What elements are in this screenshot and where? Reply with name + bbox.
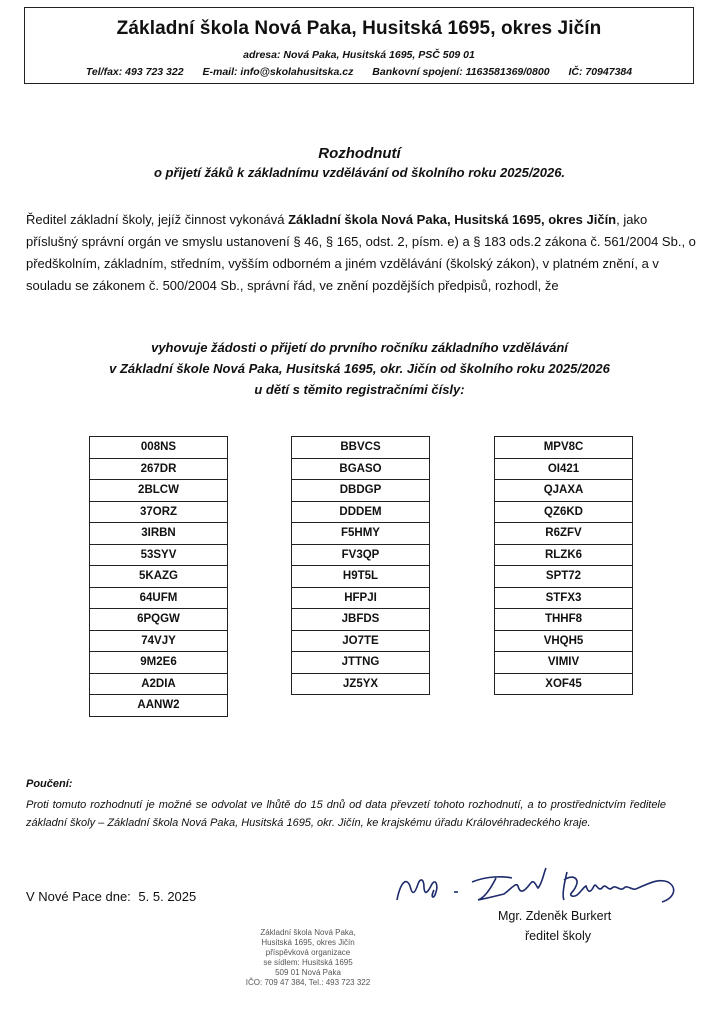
table-row — [90, 523, 228, 545]
table-row — [292, 587, 430, 609]
registration-code: OI421 — [495, 458, 633, 480]
email: E-mail: info@skolahusitska.cz — [202, 66, 354, 78]
registration-code: FV3QP — [292, 544, 430, 566]
table-row — [495, 480, 633, 502]
registration-code: 2BLCW — [90, 480, 228, 502]
table-row — [292, 437, 430, 459]
registration-code: STFX3 — [495, 587, 633, 609]
document-subtitle: o přijetí žáků k základnímu vzdělávání od školního roku 2025/2026. — [153, 165, 566, 180]
table-row — [495, 501, 633, 523]
registration-code: SPT72 — [495, 566, 633, 588]
registration-code: MPV8C — [495, 437, 633, 459]
stamp-line-6: IČO: 709 47 384, Tel.: 493 723 322 — [245, 978, 371, 987]
registration-code: 9M2E6 — [90, 652, 228, 674]
date-line — [26, 889, 196, 904]
table-row — [292, 566, 430, 588]
signer-name: Mgr. Zdeněk Burkert — [498, 909, 612, 923]
intro-part2: , jako příslušný správní orgán ve smyslu ustanovení § 46, § 165, odst. 2, písm. e) a § 183 ods.2 zákona č. 561/2004 Sb., o předškolním, základním, středním, vyšším odborném a jiném vzdělávání (školský zákon), v platném znění, a v souladu se zákonem č. 500/2004 Sb., správní řád, ve znění pozdějších předpisů, rozhodl, že — [26, 212, 696, 293]
registration-code: DDDEM — [292, 501, 430, 523]
registration-code: QJAXA — [495, 480, 633, 502]
registration-code: F5HMY — [292, 523, 430, 545]
date-value: 5. 5. 2025 — [138, 889, 197, 904]
school-stamp — [238, 928, 378, 988]
decision-line-2: v Základní škole Nová Paka, Husitská 1695, okr. Jičín od školního roku 2025/2026 — [109, 361, 610, 376]
letterhead — [24, 7, 694, 84]
table-row — [292, 501, 430, 523]
school-address: adresa: Nová Paka, Husitská 1695, PSČ 509 01 — [243, 49, 475, 61]
table-row — [292, 673, 430, 695]
notice-heading: Poučení: — [26, 778, 73, 790]
table-row — [90, 501, 228, 523]
table-row — [90, 652, 228, 674]
table-row — [495, 544, 633, 566]
table-row — [495, 566, 633, 588]
registration-code: JBFDS — [292, 609, 430, 631]
table-row — [90, 630, 228, 652]
table-row — [292, 480, 430, 502]
decision-statement — [0, 337, 719, 400]
company-id: IČ: 70947384 — [568, 66, 633, 78]
intro-bold: Základní škola Nová Paka, Husitská 1695, okres Jičín — [288, 212, 617, 227]
registration-code: 3IRBN — [90, 523, 228, 545]
registration-code: JZ5YX — [292, 673, 430, 695]
registration-code: 74VJY — [90, 630, 228, 652]
registration-code: A2DIA — [90, 673, 228, 695]
table-row — [90, 458, 228, 480]
school-name: Základní škola Nová Paka, Husitská 1695, okres Jičín — [116, 18, 602, 39]
registration-code: 6PQGW — [90, 609, 228, 631]
bank-account: Bankovní spojení: 1163581369/0800 — [372, 66, 550, 78]
table-row — [90, 544, 228, 566]
stamp-line-5: 509 01 Nová Paka — [275, 968, 341, 977]
registration-code: THHF8 — [495, 609, 633, 631]
table-row — [495, 609, 633, 631]
table-row — [292, 523, 430, 545]
registration-code: BBVCS — [292, 437, 430, 459]
table-row — [292, 609, 430, 631]
registration-code: 64UFM — [90, 587, 228, 609]
decision-line-3: u dětí s těmito registračními čísly: — [254, 382, 465, 397]
registration-code: 37ORZ — [90, 501, 228, 523]
table-row — [495, 437, 633, 459]
registration-code: RLZK6 — [495, 544, 633, 566]
codes-table-2 — [291, 436, 430, 695]
table-row — [90, 566, 228, 588]
registration-code: 008NS — [90, 437, 228, 459]
registration-code: 267DR — [90, 458, 228, 480]
table-row — [90, 695, 228, 717]
registration-code: QZ6KD — [495, 501, 633, 523]
notice-text: Proti tomuto rozhodnutí je možné se odvolat ve lhůtě do 15 dnů od data převzetí tohoto rozhodnutí, a to prostřednictvím ředitele základní školy – Základní škola Nová Paka, Husitská 1695, okr. Jičín, ke krajskému úřadu Královéhradeckého kraje. — [26, 799, 666, 829]
handwritten-signature — [392, 862, 692, 912]
registration-code: VHQH5 — [495, 630, 633, 652]
stamp-line-3: příspěvková organizace — [265, 948, 351, 957]
registration-code: AANW2 — [90, 695, 228, 717]
document-title: Rozhodnutí — [318, 145, 401, 162]
table-row — [495, 630, 633, 652]
phone: Tel/fax: 493 723 322 — [85, 66, 184, 78]
stamp-line-2: Husitská 1695, okres Jičín — [261, 938, 355, 947]
stamp-line-4: se sídlem: Husitská 1695 — [263, 958, 353, 967]
table-row — [292, 652, 430, 674]
signer-role: ředitel školy — [525, 929, 591, 943]
registration-code: BGASO — [292, 458, 430, 480]
contact-line — [25, 66, 693, 78]
table-row — [90, 673, 228, 695]
registration-code: DBDGP — [292, 480, 430, 502]
registration-code: HFPJI — [292, 587, 430, 609]
table-row — [495, 458, 633, 480]
table-row — [90, 609, 228, 631]
registration-code: VIMIV — [495, 652, 633, 674]
intro-part1: Ředitel základní školy, jejíž činnost vykonává — [26, 212, 289, 227]
codes-table-3 — [494, 436, 633, 695]
table-row — [495, 673, 633, 695]
registration-code: H9T5L — [292, 566, 430, 588]
date-label: V Nové Pace dne: — [26, 889, 131, 904]
stamp-line-1: Základní škola Nová Paka, — [260, 928, 356, 937]
table-row — [90, 587, 228, 609]
table-row — [292, 630, 430, 652]
registration-code: JO7TE — [292, 630, 430, 652]
table-row — [495, 523, 633, 545]
registration-code: 53SYV — [90, 544, 228, 566]
intro-paragraph — [26, 209, 698, 297]
decision-line-1: vyhovuje žádosti o přijetí do prvního ročníku základního vzdělávání — [151, 340, 568, 355]
table-row — [90, 480, 228, 502]
registration-code: JTTNG — [292, 652, 430, 674]
table-row — [292, 544, 430, 566]
registration-code: R6ZFV — [495, 523, 633, 545]
registration-code: XOF45 — [495, 673, 633, 695]
table-row — [495, 587, 633, 609]
table-row — [495, 652, 633, 674]
table-row — [90, 437, 228, 459]
table-row — [292, 458, 430, 480]
codes-table-1 — [89, 436, 228, 717]
registration-code: 5KAZG — [90, 566, 228, 588]
